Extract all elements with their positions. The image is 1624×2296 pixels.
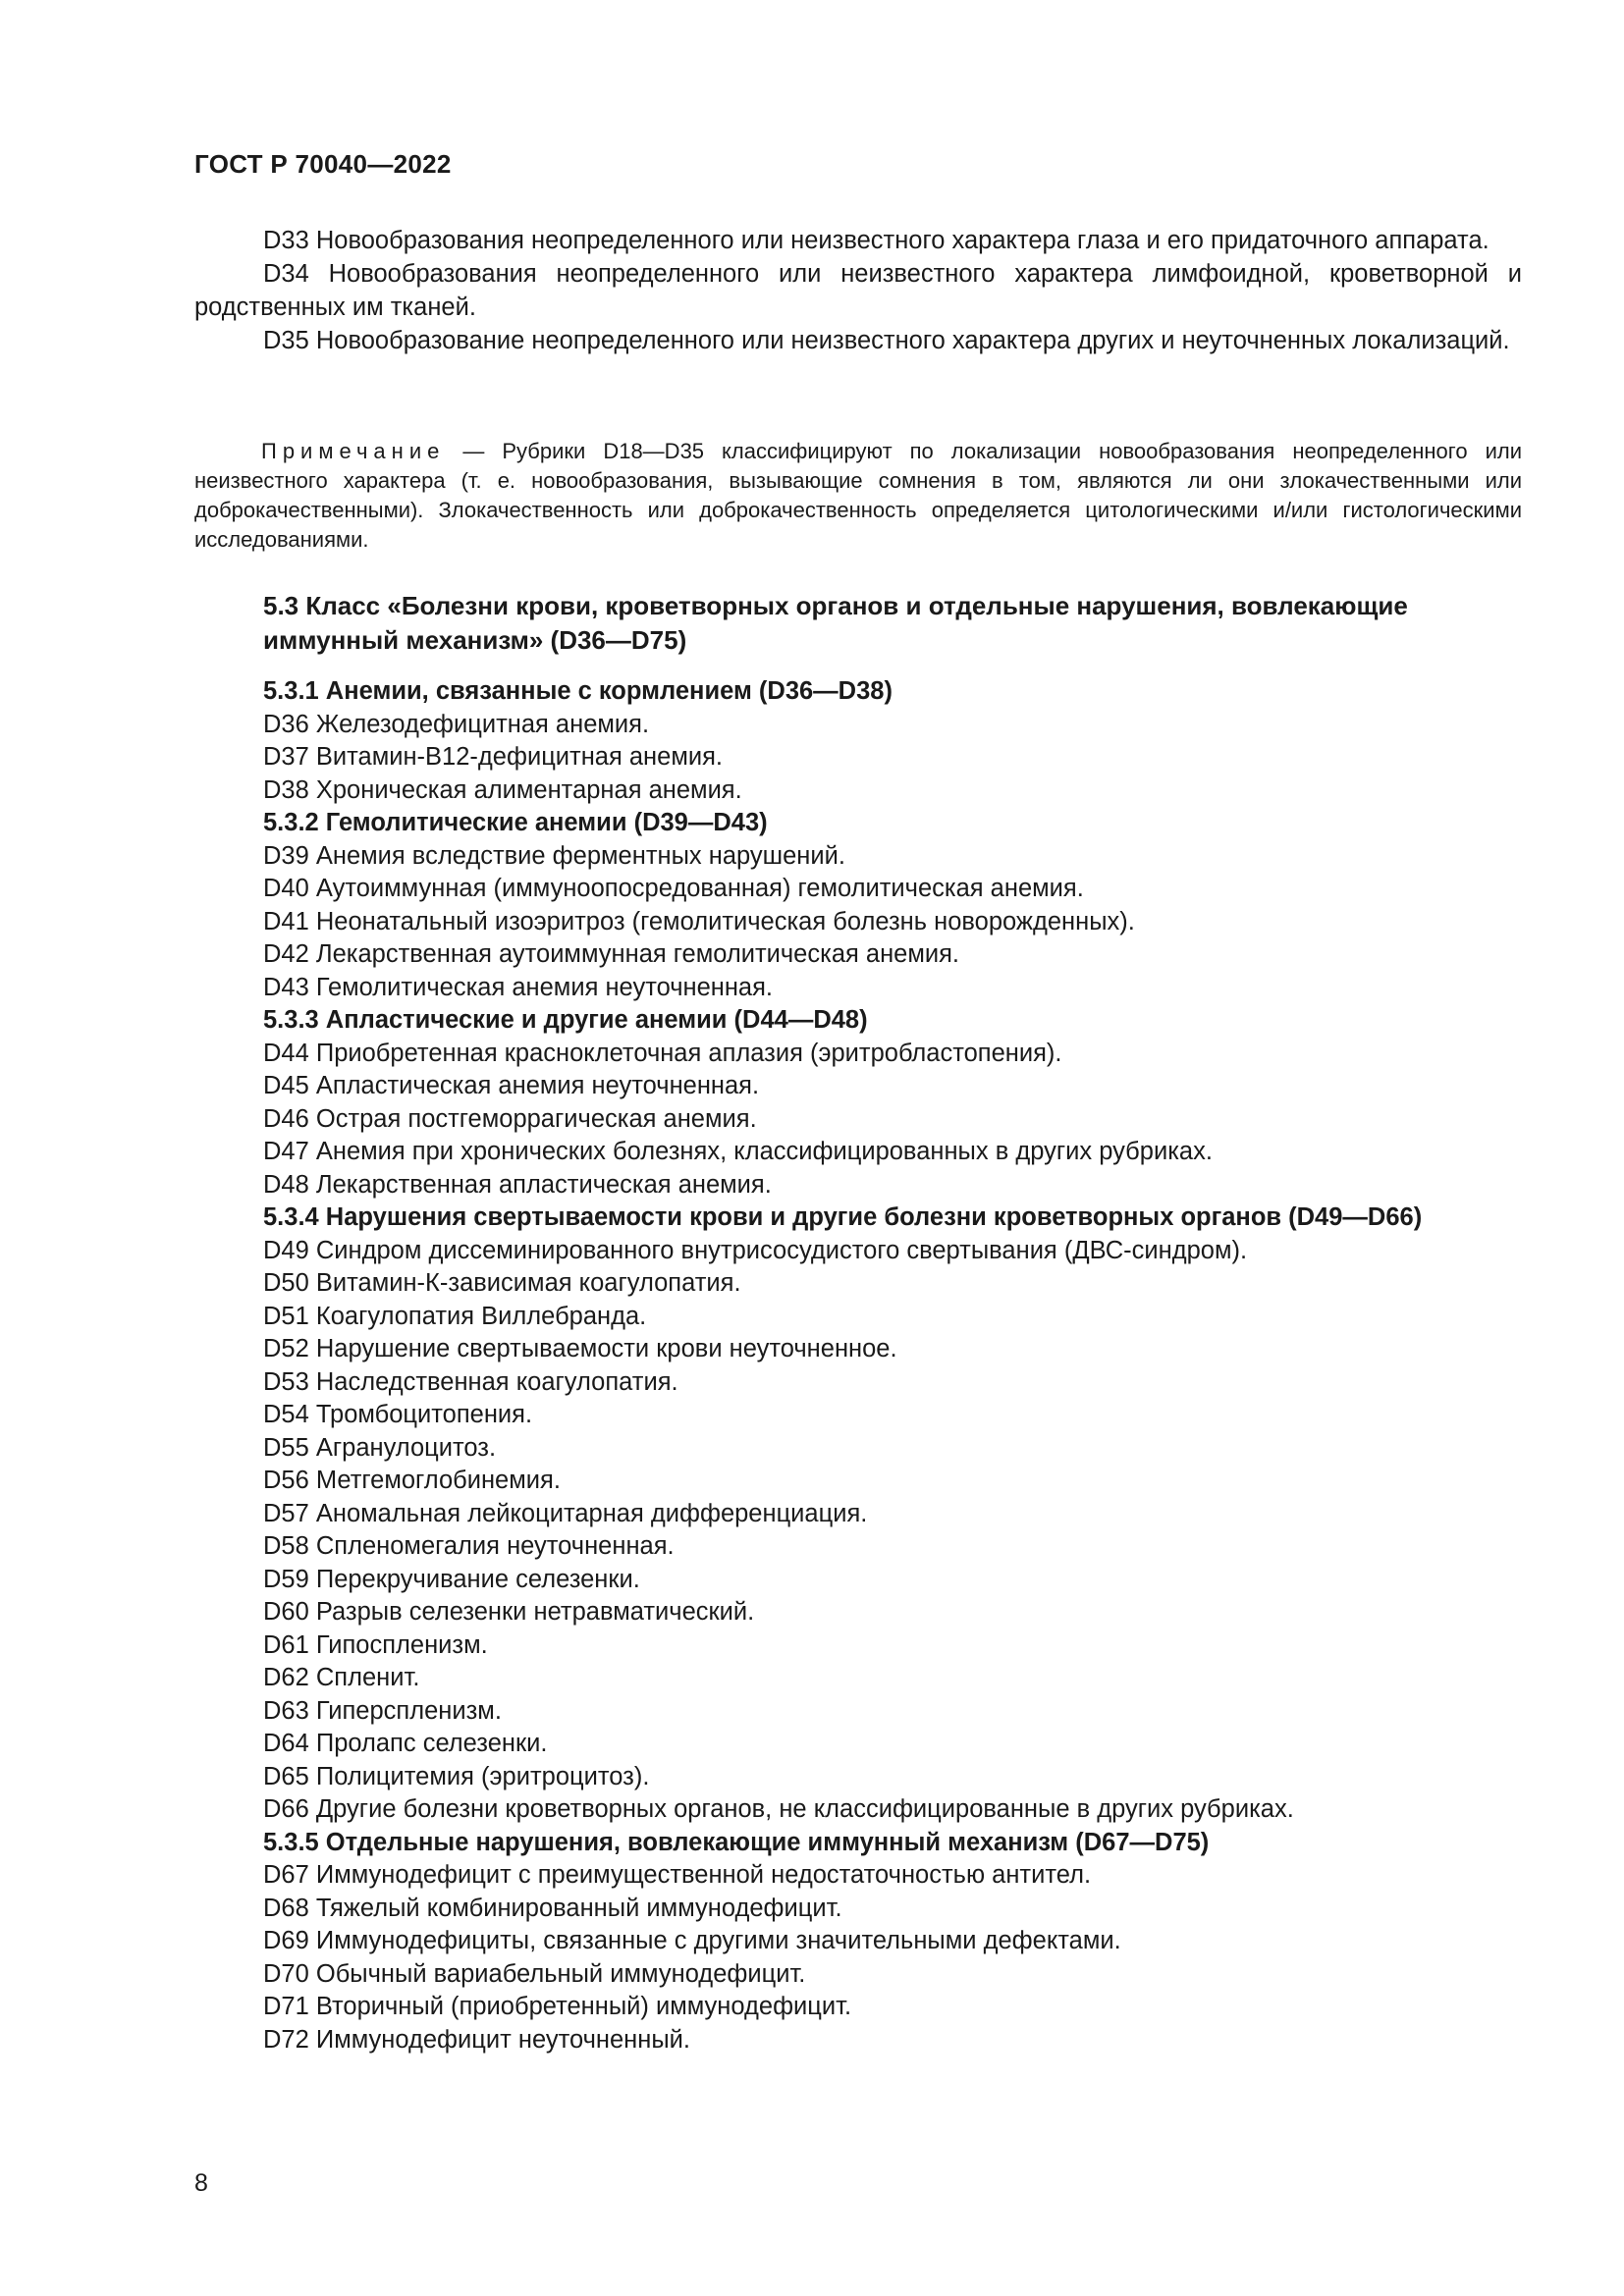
list-item: D68 Тяжелый комбинированный иммунодефицит. xyxy=(263,1894,842,1922)
subsection-heading: 5.3.4 Нарушения свертываемости крови и другие болезни кроветворных органов (D49—D66) xyxy=(263,1203,1423,1231)
class-heading: 5.3 Класс «Болезни крови, кроветворных органов и отдельные нарушения, вовлекающие иммунный механизм» (D36—D75) xyxy=(263,591,1408,655)
list-item: D43 Гемолитическая анемия неуточненная. xyxy=(263,973,774,1001)
intro-paragraphs xyxy=(194,224,1522,357)
list-item: D53 Наследственная коагулопатия. xyxy=(263,1367,678,1396)
list-item: D47 Анемия при хронических болезнях, классифицированных в других рубриках. xyxy=(263,1138,1213,1165)
list-item: D37 Витамин-В12-дефицитная анемия. xyxy=(263,743,723,771)
note-text: — Рубрики D18—D35 классифицируют по локализации новообразования неопределенного или неизвестного характера (т. е. новообразования, вызывающие сомнения в том, являются ли они злокачественными или доброкачественными). Злокачественность или доброкачественность определяется цитологическими и/или гистологическими исследованиями. xyxy=(194,439,1522,552)
list-item: D65 Полицитемия (эритроцитоз). xyxy=(263,1762,650,1790)
list-item: D72 Иммунодефицит неуточненный. xyxy=(263,2025,691,2054)
list-item: D67 Иммунодефицит с преимущественной недостаточностью антител. xyxy=(263,1861,1092,1889)
list-item: D40 Аутоиммунная (иммуноопосредованная) гемолитическая анемия. xyxy=(263,875,1084,902)
list-item: D49 Синдром диссеминированного внутрисосудистого свертывания (ДВС-синдром). xyxy=(263,1236,1248,1264)
note-label: Примечание xyxy=(261,439,446,463)
subsection-heading: 5.3.3 Апластические и другие анемии (D44—D48) xyxy=(263,1006,868,1034)
list-item: D41 Неонатальный изоэритроз (гемолитическая болезнь новорожденных). xyxy=(263,907,1135,935)
list-item: D57 Аномальная лейкоцитарная дифференциация. xyxy=(263,1499,868,1527)
list-item: D46 Острая постгеморрагическая анемия. xyxy=(263,1104,757,1133)
list-item: D45 Апластическая анемия неуточненная. xyxy=(263,1072,760,1099)
paragraph-d34: D34 Новообразования неопределенного или неизвестного характера лимфоидной, кроветворной и родственных им тканей. xyxy=(194,260,1522,321)
list-item: D36 Железодефицитная анемия. xyxy=(263,710,650,738)
list-item: D38 Хроническая алиментарная анемия. xyxy=(263,775,742,804)
list-item: D60 Разрыв селезенки нетравматический. xyxy=(263,1598,755,1626)
subsection-heading: 5.3.5 Отдельные нарушения, вовлекающие иммунный механизм (D67—D75) xyxy=(263,1828,1210,1856)
list-item: D59 Перекручивание селезенки. xyxy=(263,1565,640,1593)
list-item: D61 Гипоспленизм. xyxy=(263,1630,488,1659)
list-item: D55 Агранулоцитоз. xyxy=(263,1433,497,1462)
list-item: D54 Тромбоцитопения. xyxy=(263,1401,533,1428)
list-item: D44 Приобретенная красноклеточная аплазия (эритробластопения). xyxy=(263,1039,1062,1067)
list-item: D58 Спленомегалия неуточненная. xyxy=(263,1532,675,1560)
subsection-heading: 5.3.1 Анемии, связанные с кормлением (D36—D38) xyxy=(263,677,893,705)
page-number: 8 xyxy=(194,2169,208,2197)
list-item: D51 Коагулопатия Виллебранда. xyxy=(263,1302,647,1330)
code-list xyxy=(263,675,1530,2056)
subsection-heading: 5.3.2 Гемолитические анемии (D39—D43) xyxy=(263,809,768,836)
list-item: D52 Нарушение свертываемости крови неуточненное. xyxy=(263,1335,897,1362)
list-item: D56 Метгемоглобинемия. xyxy=(263,1467,561,1494)
note-block xyxy=(194,437,1522,555)
note-paragraph xyxy=(194,437,1522,555)
list-item: D66 Другие болезни кроветворных органов, не классифицированные в других рубриках. xyxy=(263,1795,1294,1823)
paragraph-d35: D35 Новообразование неопределенного или неизвестного характера других и неуточненных локализаций. xyxy=(263,327,1510,354)
list-item: D69 Иммунодефициты, связанные с другими значительными дефектами. xyxy=(263,1927,1121,1954)
list-item: D48 Лекарственная апластическая анемия. xyxy=(263,1170,772,1199)
list-item: D63 Гиперспленизм. xyxy=(263,1696,502,1725)
list-item: D50 Витамин-К-зависимая коагулопатия. xyxy=(263,1269,741,1297)
list-item: D39 Анемия вследствие ферментных нарушений. xyxy=(263,841,845,870)
document-header: ГОСТ Р 70040—2022 xyxy=(194,149,452,179)
list-item: D64 Пролапс селезенки. xyxy=(263,1730,548,1757)
list-item: D70 Обычный вариабельный иммунодефицит. xyxy=(263,1959,806,1988)
list-item: D71 Вторичный (приобретенный) иммунодефицит. xyxy=(263,1993,852,2020)
list-item: D62 Спленит. xyxy=(263,1664,420,1691)
list-item: D42 Лекарственная аутоиммунная гемолитическая анемия. xyxy=(263,940,960,968)
paragraph-d33: D33 Новообразования неопределенного или неизвестного характера глаза и его придаточного аппарата. xyxy=(263,227,1489,254)
